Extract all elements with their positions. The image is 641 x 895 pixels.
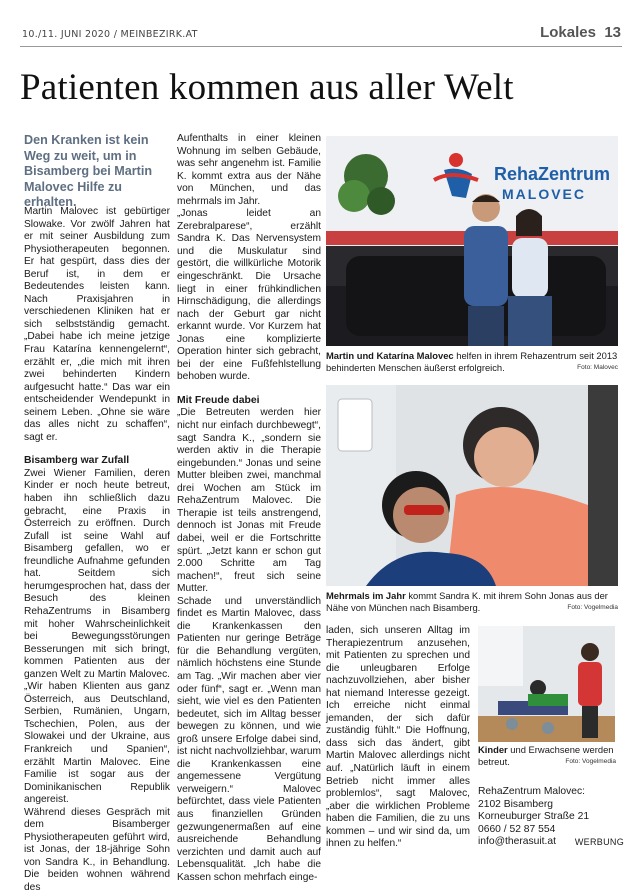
col3-paragraph-1: laden, sich unseren Alltag im Therapiezentrum anzusehen, mit Patienten zu sprechen und die unleugbaren Erfolge nachzuvollziehen, aber bisher hat niemand Interesse gezeigt. Ich erreiche nicht einmal jemanden, der sich dafür zuständig fühlt.“ Die Hoffnung, dass sich das ändert, gibt Martin Malovec allerdings nicht auf. „Natürlich läuft in einem Betrieb nicht immer alles problemlos“, sagt Malovec, „aber die wirklichen Probleme haben die Familien, die zu uns kommen – und wir sind da, um ihnen zu helfen.“ [326,625,470,850]
column-1 [24,206,170,895]
contact-name: RehaZentrum Malovec: [478,786,586,797]
col1-paragraph-1: Martin Malovec ist gebürtiger Slowake. Vor zwölf Jahren hat er mit seiner Ausbildung zum Physiotherapeuten begonnen. Er hat gespürt, dass dies der Beruf ist, in dem er Bedeutendes leisten kann. Nach Praxisjahren in verschiedenen Kliniken hat er sich selbstständig gemacht. „Dabei habe ich meine jetzige Frau Katarína kennengelernt“, erzählt er, „die mich mit ihren zwei behinderten Kindern aufgesucht hatte.“ Das war ein entscheidender Wendepunkt in seinem Leben. „Ohne sie wäre das alles nicht zu schaffen“, sagt er. [24,206,170,443]
caption-3-bold: Kinder [478,744,508,755]
col1-paragraph-2: Zwei Wiener Familien, deren Kinder er noch heute betreut, haben ihn schließlich dazu gebracht, eine Praxis in Österreich zu eröffnen. Durch Zufall ist seine Wahl auf Bisamberg gefallen, wo er freundliche Aufnahme gefunden hat. Seitdem sich herumgesprochen hat, dass der Besuch des kleinen RehaZentrums in Bisamberg mit hoher Wahrscheinlichkeit bei Bewegungsstörungen Besserungen mit sich bringt, kommen Patienten aus der ganzen Welt zu Martin Malovec. „Wir haben Klienten aus ganz Österreich, aus Deutschland, Serbien, Rumänien, Ungarn, Tschechien, Polen, aus der Slowakei und der Ukraine, aus Frankreich und Spanien“, erzählt Martin Malovec. Eine Familie ist sogar aus der Dominikanischen Republik angereist. [24,467,170,806]
photo-sandra-jonas [326,385,618,586]
col2-paragraph-2: „Jonas leidet an Zerebralparese“, erzählt Sandra K. Das Nervensystem und die Muskulatur sind gestört, die willkürliche Motorik eingeschränkt. Die Ursache liegt in einer frühkindlichen Hirnschädigung, die allerdings nach der Geburt gar nicht erkannt wurde. Vor Kurzem hat Jonas eine komplizierte Operation hinter sich gebracht, bei der eine Fußfehlstellung behoben wurde. [177,208,321,383]
sign-rehazentrum: RehaZentrum [494,164,611,184]
header-rule [20,46,622,47]
subheading-bisamberg: Bisamberg war Zufall [24,455,130,467]
section-name: Lokales [540,24,596,41]
caption-1-bold: Martin und Katarína Malovec [326,350,454,361]
caption-2-bold: Mehrmals im Jahr [326,590,406,601]
caption-2-text: kommt Sandra K. mit ihrem Sohn Jonas aus der Nähe von München nach Bisamberg. [326,590,608,613]
photo-therapy-room [478,626,615,742]
contact-phone: 0660 / 52 87 554 [478,823,556,835]
column-3 [326,625,470,851]
col1-paragraph-3: Während dieses Gespräch mit dem Bisamberger Physiotherapeuten geführt wird, ist Jonas, der 18-jährige Sohn von Sandra K., in Behandlung. Die beiden wohnen während des [24,806,170,893]
credit-1: Foto: Malovec [577,364,618,371]
caption-3-text: und Erwachsene werden betreut. [478,744,614,767]
col2-paragraph-1: Aufenthalts in einer kleinen Wohnung im selben Gebäude, was sehr angenehm ist. Familie K. kommt extra aus der Nähe von München, und das mehrmals im Jahr. [177,133,321,207]
photo-malovec-couple [326,136,618,346]
photo-therapy-illustration [478,626,615,742]
caption-photo-2 [326,590,618,614]
credit-3: Foto: Vogelmedia [565,758,616,765]
caption-1-text: helfen in ihrem Rehazentrum seit 2013 behinderten Menschen äußerst erfolgreich. [326,350,618,373]
caption-photo-1 [326,350,618,374]
contact-info [478,786,624,849]
subheading-freude: Mit Freude dabei [177,394,260,406]
lead-text: Den Kranken ist kein Weg zu weit, um in Bisamberg bei Martin Malovec Hilfe zu erhalten. [24,133,153,210]
col2-paragraph-4: Schade und unverständlich findet es Martin Malovec, dass die Krankenkassen den Patienten nur geringe Beträge für die Behandlung vergüten, nämlich höchstens eine Stunde am Tag. „Wir machen aber vier oder fünf“, sagt er. „Wenn man sieht, wie viel es den Patienten bedeutet, sich im Alltag besser bewegen zu können, und wie groß unsere Erfolge dabei sind, ist nicht nachvollziehbar, warum die Krankenkassen eine angemessene Vergütung verweigern.“ Malovec befürchtet, dass viele Patienten aus finanziellen Gründen gezwungenermaßen auf eine ausreichende Behandlung verzichten und damit auch auf Lebensqualität. „Ich habe die Kassen schon mehrfach einge- [177,595,321,883]
credit-2: Foto: Vogelmedia [567,604,618,611]
contact-email[interactable]: info@therasuit.at [478,836,556,848]
contact-street: Korneuburger Straße 21 [478,811,590,823]
contact-email-row [478,836,624,849]
photo-sandra-illustration [326,385,618,586]
issue-date: 10./11. JUNI 2020 / MEINBEZIRK.AT [22,29,198,40]
caption-photo-3 [478,744,616,768]
page-number: 13 [604,24,621,41]
contact-city: 2102 Bisamberg [478,798,553,810]
section-title [540,24,621,41]
column-2 [177,133,321,884]
ad-label: WERBUNG [574,837,624,848]
headline: Patienten kommen aus aller Welt [20,67,514,108]
sign-malovec: MALOVEC [502,186,586,202]
col2-paragraph-3: „Die Betreuten werden hier nicht nur einfach durchbewegt“, sagt Sandra K., „sondern sie werden aktiv in die Therapie eingebunden.“ Jonas und seine Mutter bleiben zwei, manchmal drei Wochen am Stück im RehaZentrum Malovec. Die Therapie ist teils anstrengend, dennoch ist Jonas mit Freude dabei, weil er die Fortschritte spürt. „Jetzt kann er schon gut 2.000 Schritte am Tag machen!“, freut sich seine Mutter. [177,407,321,595]
